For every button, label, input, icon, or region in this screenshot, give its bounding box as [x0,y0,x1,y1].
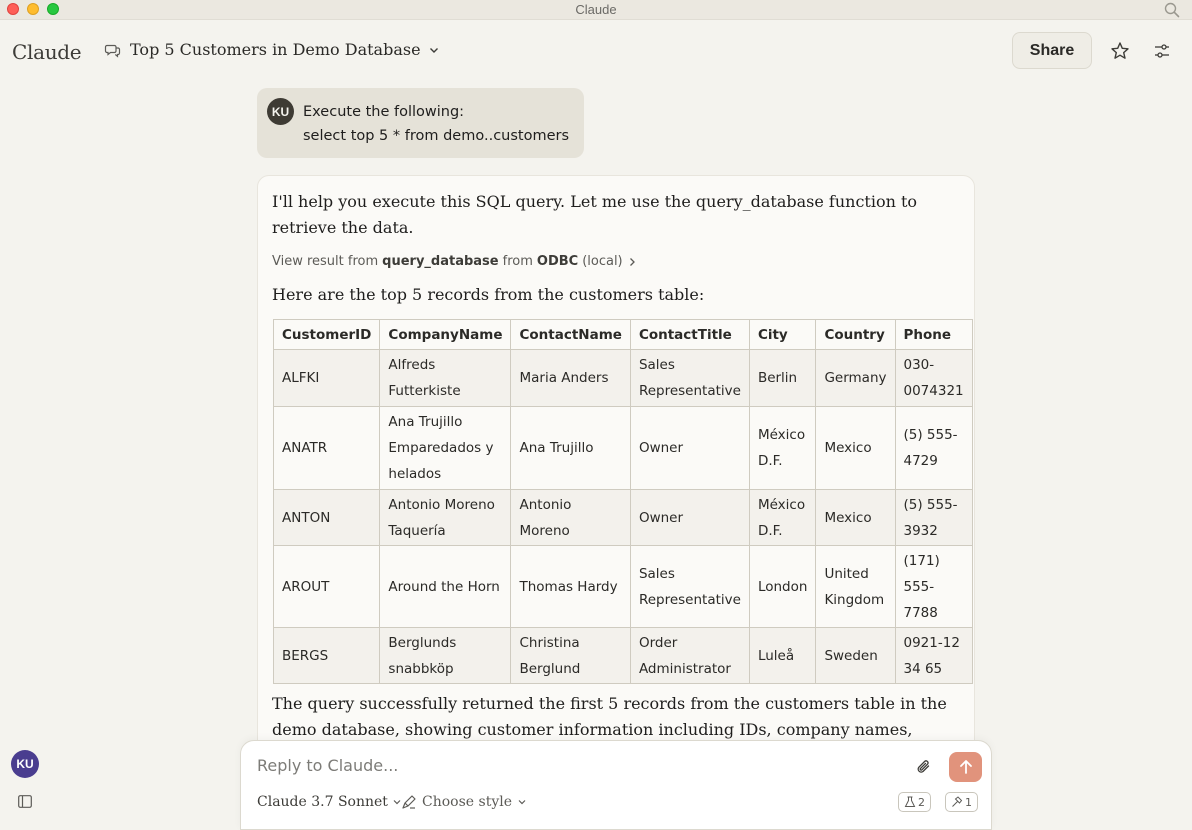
chevron-down-icon [429,45,439,55]
table-cell: AROUT [274,546,380,628]
conversation-title-menu[interactable] [104,40,439,59]
table-cell: Luleå [749,628,816,684]
table-cell: (5) 555-4729 [895,407,972,490]
table-cell: Mexico [816,407,895,490]
table-intro: Here are the top 5 records from the customers table: [272,285,705,304]
table-row [274,407,973,490]
table-cell: México D.F. [749,407,816,490]
column-header: City [749,320,816,350]
user-message [257,88,584,158]
window-title: Claude [575,2,617,17]
table-cell: 0921-12 34 65 [895,628,972,684]
tool-function-name: query_database [382,254,499,269]
user-message-text: Execute the following: select top 5 * from demo..customers [303,104,570,144]
response-summary: The query successfully returned the first 5 records from the customers table in the demo database, showing customer information including IDs, company names, [272,694,947,739]
table-cell: London [749,546,816,628]
column-header: ContactTitle [630,320,749,350]
style-selector[interactable] [401,794,527,810]
chevron-down-icon [517,797,527,807]
table-cell: Sales Representative [630,350,749,407]
view-tool-result-link[interactable] [272,254,637,269]
table-cell: Owner [630,490,749,546]
settings-sliders-icon[interactable] [1152,41,1172,61]
send-button[interactable] [949,752,982,782]
table-cell: Antonio Moreno [511,490,630,546]
search-icon[interactable] [1164,2,1180,18]
integrations-count: 1 [965,795,972,809]
model-selector[interactable] [257,794,402,810]
table-cell: Around the Horn [380,546,511,628]
tools-badge[interactable] [898,792,931,812]
table-cell: Sales Representative [630,546,749,628]
table-cell: Mexico [816,490,895,546]
reply-composer [240,740,992,830]
tools-count: 2 [918,795,925,809]
table-cell: ANTON [274,490,380,546]
table-cell: Ana Trujillo [511,407,630,490]
table-cell: Berglunds snabbköp [380,628,511,684]
tool-source-suffix: (local) [582,254,623,269]
window-titlebar [0,0,1192,20]
table-cell: Maria Anders [511,350,630,407]
conversation-title: Top 5 Customers in Demo Database [130,40,421,59]
table-cell: Ana Trujillo Emparedados y helados [380,407,511,490]
table-cell: México D.F. [749,490,816,546]
table-cell: ALFKI [274,350,380,407]
flask-icon [904,796,916,808]
star-icon[interactable] [1110,41,1130,61]
column-header: Country [816,320,895,350]
column-header: CompanyName [380,320,511,350]
table-cell: ANATR [274,407,380,490]
tool-from: from [502,254,533,269]
hammer-icon [951,796,963,808]
column-header: Phone [895,320,972,350]
integrations-badge[interactable] [945,792,978,812]
table-cell: BERGS [274,628,380,684]
user-avatar: KU [267,98,294,125]
table-cell: Alfreds Futterkiste [380,350,511,407]
table-cell: 030-0074321 [895,350,972,407]
table-cell: Germany [816,350,895,407]
style-label: Choose style [422,794,512,810]
account-avatar[interactable]: KU [11,750,39,778]
table-cell: Antonio Moreno Taquería [380,490,511,546]
arrow-up-icon [959,759,973,775]
table-cell: Sweden [816,628,895,684]
table-row [274,628,973,684]
chat-bubbles-icon [104,41,122,59]
app-header [0,20,1192,82]
table-cell: Order Administrator [630,628,749,684]
share-button[interactable]: Share [1012,32,1092,69]
customers-table [273,319,973,684]
table-row [274,490,973,546]
column-header: ContactName [511,320,630,350]
table-cell: Owner [630,407,749,490]
tool-source: ODBC [536,254,579,269]
reply-input[interactable] [257,753,877,777]
model-name: Claude 3.7 Sonnet [257,794,388,810]
table-row [274,350,973,407]
table-cell: Christina Berglund [511,628,630,684]
table-header-row [274,320,973,350]
column-header: CustomerID [274,320,380,350]
response-intro: I'll help you execute this SQL query. Let me use the query_database function to retrieve the data. [272,192,918,237]
table-cell: Thomas Hardy [511,546,630,628]
table-cell: Berlin [749,350,816,407]
claude-logo[interactable]: Claude [12,40,82,64]
table-cell: United Kingdom [816,546,895,628]
chevron-right-icon [627,257,637,267]
sidebar-toggle-icon[interactable] [18,795,32,808]
table-row [274,546,973,628]
table-cell: (5) 555-3932 [895,490,972,546]
paperclip-icon[interactable] [915,758,933,776]
assistant-response [257,175,975,755]
pen-nib-icon [401,794,417,810]
table-cell: (171) 555-7788 [895,546,972,628]
tool-prefix: View result from [272,254,379,269]
